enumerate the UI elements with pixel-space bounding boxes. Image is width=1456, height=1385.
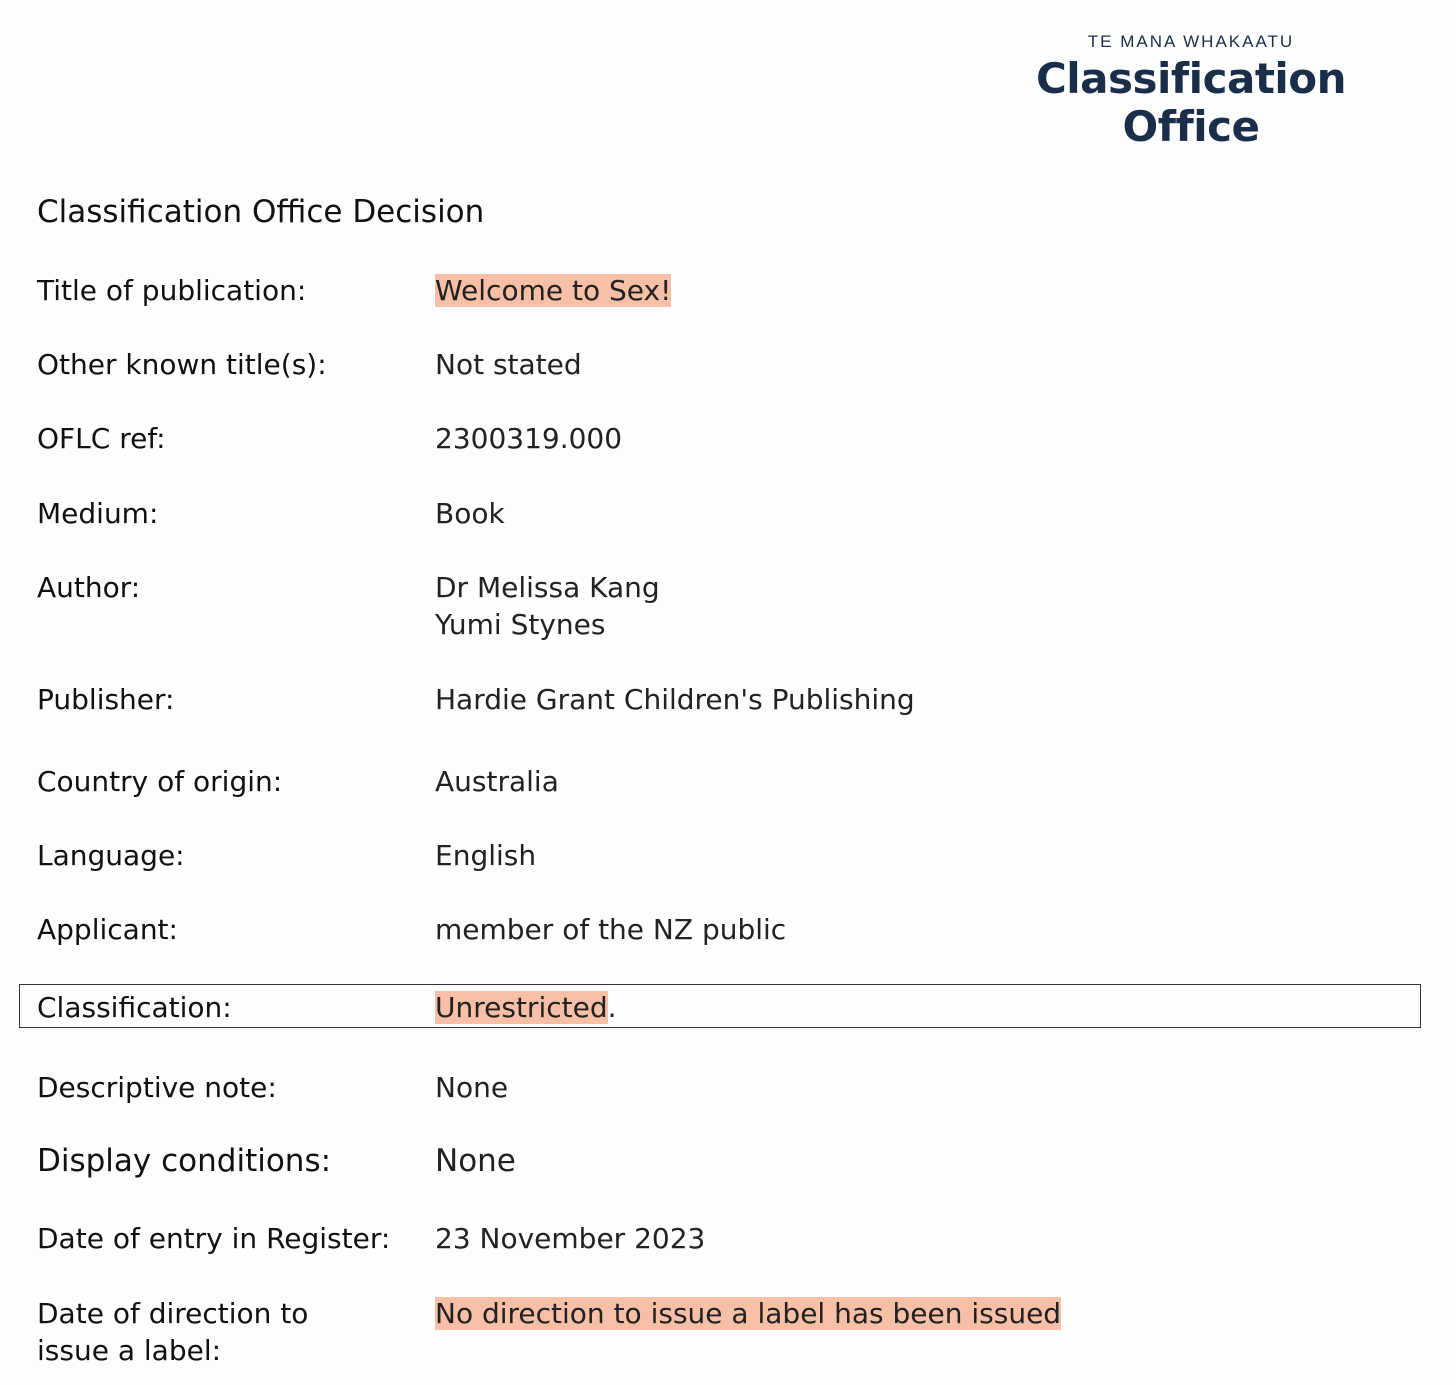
document-title: Classification Office Decision bbox=[37, 194, 485, 230]
field-label: Country of origin: bbox=[37, 765, 283, 798]
field-label: Applicant: bbox=[37, 913, 178, 946]
logo-line-2: Office bbox=[1122, 102, 1260, 151]
field-label-line-1: Date of direction to bbox=[37, 1297, 309, 1330]
field-label: Classification: bbox=[37, 991, 232, 1024]
field-value bbox=[435, 1295, 1395, 1332]
field-label: Date of entry in Register: bbox=[37, 1222, 391, 1255]
value-suffix: . bbox=[607, 991, 617, 1024]
field-label: Descriptive note: bbox=[37, 1071, 277, 1104]
highlighted-value: No direction to issue a label has been issued bbox=[435, 1297, 1062, 1330]
highlighted-value: Welcome to Sex! bbox=[435, 274, 672, 307]
field-label bbox=[37, 1295, 427, 1369]
highlighted-value: Unrestricted bbox=[435, 991, 608, 1024]
field-label: Publisher: bbox=[37, 683, 175, 716]
classification-office-logo bbox=[1035, 30, 1350, 151]
field-value: Book bbox=[435, 497, 505, 530]
field-label: Other known title(s): bbox=[37, 348, 327, 381]
field-label: Display conditions: bbox=[37, 1143, 332, 1179]
logo-line-1: Classification bbox=[1035, 54, 1347, 103]
field-value: 23 November 2023 bbox=[435, 1222, 706, 1255]
field-value: English bbox=[435, 839, 537, 872]
author-name-1: Dr Melissa Kang bbox=[435, 571, 660, 604]
field-label: Language: bbox=[37, 839, 185, 872]
field-value bbox=[435, 989, 1395, 1026]
field-label: Medium: bbox=[37, 497, 159, 530]
field-value: Hardie Grant Children's Publishing bbox=[435, 683, 915, 716]
field-value bbox=[435, 272, 1395, 309]
field-label: Author: bbox=[37, 571, 141, 604]
field-value: None bbox=[435, 1071, 509, 1104]
field-value: 2300319.000 bbox=[435, 422, 623, 455]
field-value bbox=[435, 569, 1395, 643]
field-value: Not stated bbox=[435, 348, 582, 381]
field-label-line-2: issue a label: bbox=[37, 1334, 222, 1367]
logo-tagline: TE MANA WHAKAATU bbox=[1087, 32, 1295, 51]
field-label: Title of publication: bbox=[37, 274, 307, 307]
field-value: Australia bbox=[435, 765, 559, 798]
field-row-author bbox=[37, 569, 1417, 649]
field-row-date-direction bbox=[37, 1295, 1417, 1375]
author-name-2: Yumi Stynes bbox=[435, 608, 606, 641]
field-label: OFLC ref: bbox=[37, 422, 166, 455]
field-value: member of the NZ public bbox=[435, 913, 787, 946]
field-value: None bbox=[435, 1143, 516, 1179]
